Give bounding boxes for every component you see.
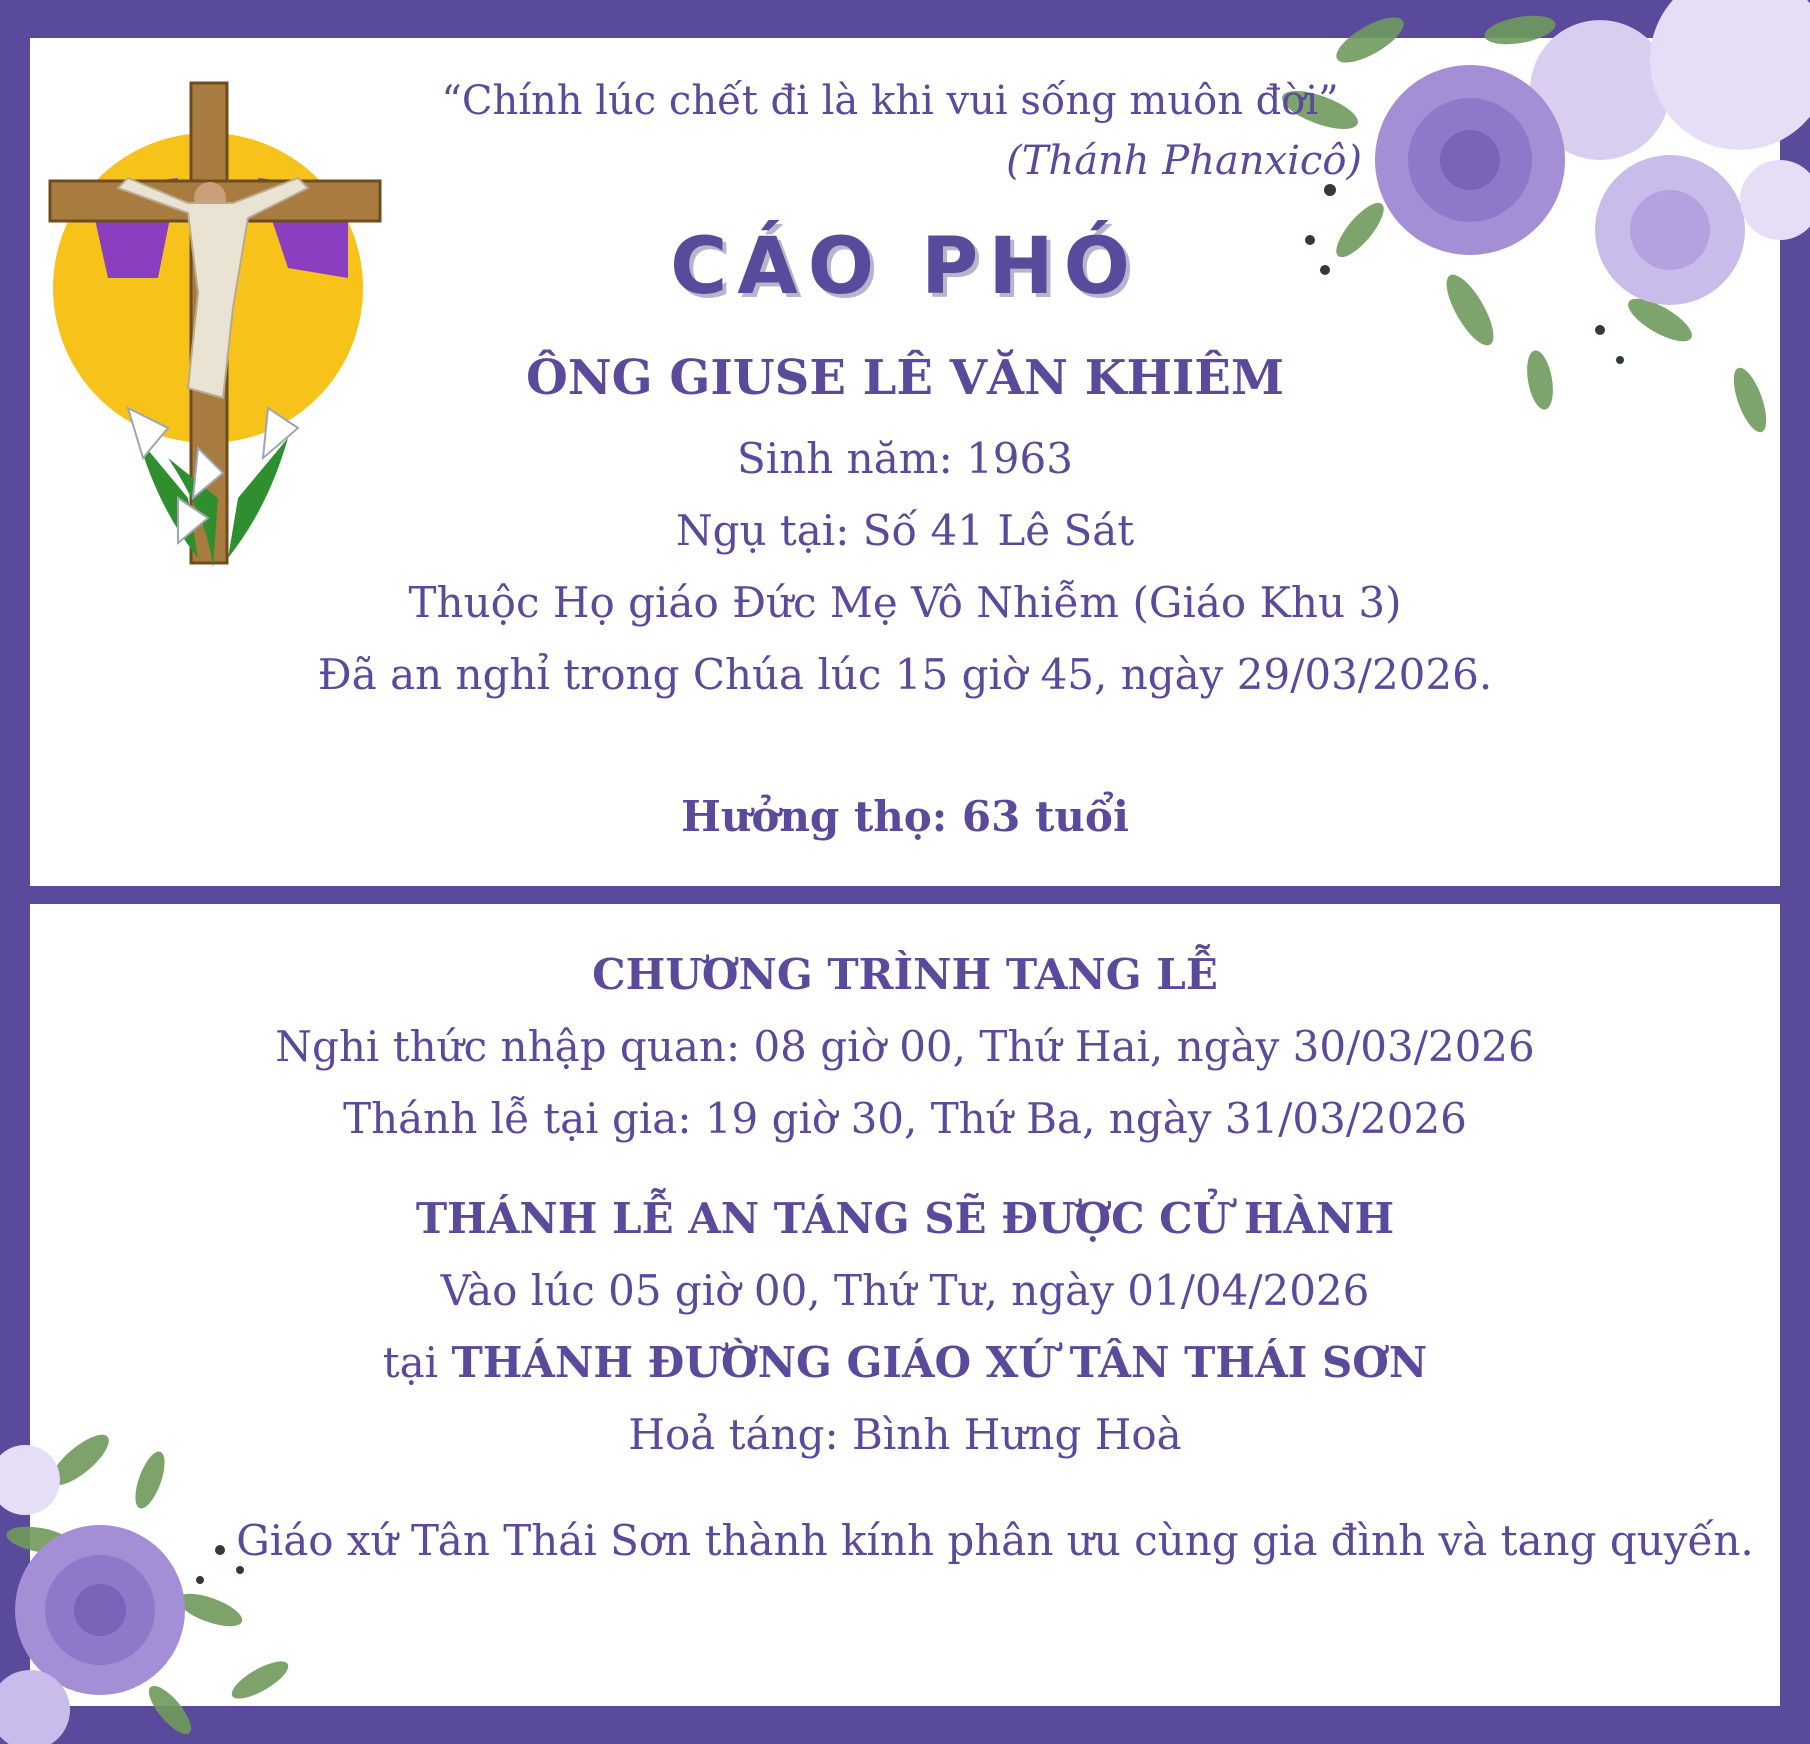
burial-location: THÁNH ĐƯỜNG GIÁO XỨ TÂN THÁI SƠN: [451, 1338, 1428, 1387]
quote-author: (Thánh Phanxicô): [1006, 138, 1362, 184]
burial-title: THÁNH LỄ AN TÁNG SẼ ĐƯỢC CỬ HÀNH: [415, 1194, 1395, 1243]
quote-text: “Chính lúc chết đi là khi vui sống muôn đời”: [441, 78, 1339, 124]
cremation: Hoả táng: Bình Hưng Hoà: [628, 1410, 1182, 1459]
parish-group: Thuộc Họ giáo Đức Mẹ Vô Nhiễm (Giáo Khu 3): [408, 578, 1402, 627]
page-title: CÁO PHÓ: [670, 222, 1140, 312]
encoffin-time: Nghi thức nhập quan: 08 giờ 00, Thứ Hai, ngày 30/03/2026: [275, 1022, 1535, 1071]
rose-flowers-icon: [0, 1420, 360, 1744]
burial-location-line: [0, 1338, 1810, 1387]
residence: Ngụ tại: Số 41 Lê Sát: [675, 506, 1135, 555]
home-mass-time: Thánh lễ tại gia: 19 giờ 30, Thứ Ba, ngày 31/03/2026: [343, 1094, 1467, 1143]
program-title: CHƯƠNG TRÌNH TANG LỄ: [592, 950, 1218, 999]
condolence-message: Giáo xứ Tân Thái Sơn thành kính phân ưu cùng gia đình và tang quyến.: [236, 1516, 1754, 1565]
passing-time: Đã an nghỉ trong Chúa lúc 15 giờ 45, ngày 29/03/2026.: [317, 650, 1493, 699]
burial-time: Vào lúc 05 giờ 00, Thứ Tư, ngày 01/04/2026: [440, 1266, 1370, 1315]
location-prefix: tại: [382, 1338, 439, 1387]
birth-year: Sinh năm: 1963: [737, 434, 1073, 483]
age: Hưởng thọ: 63 tuổi: [681, 792, 1129, 841]
crucifix-icon: [48, 78, 388, 578]
deceased-name: ÔNG GIUSE LÊ VĂN KHIÊM: [525, 350, 1284, 406]
